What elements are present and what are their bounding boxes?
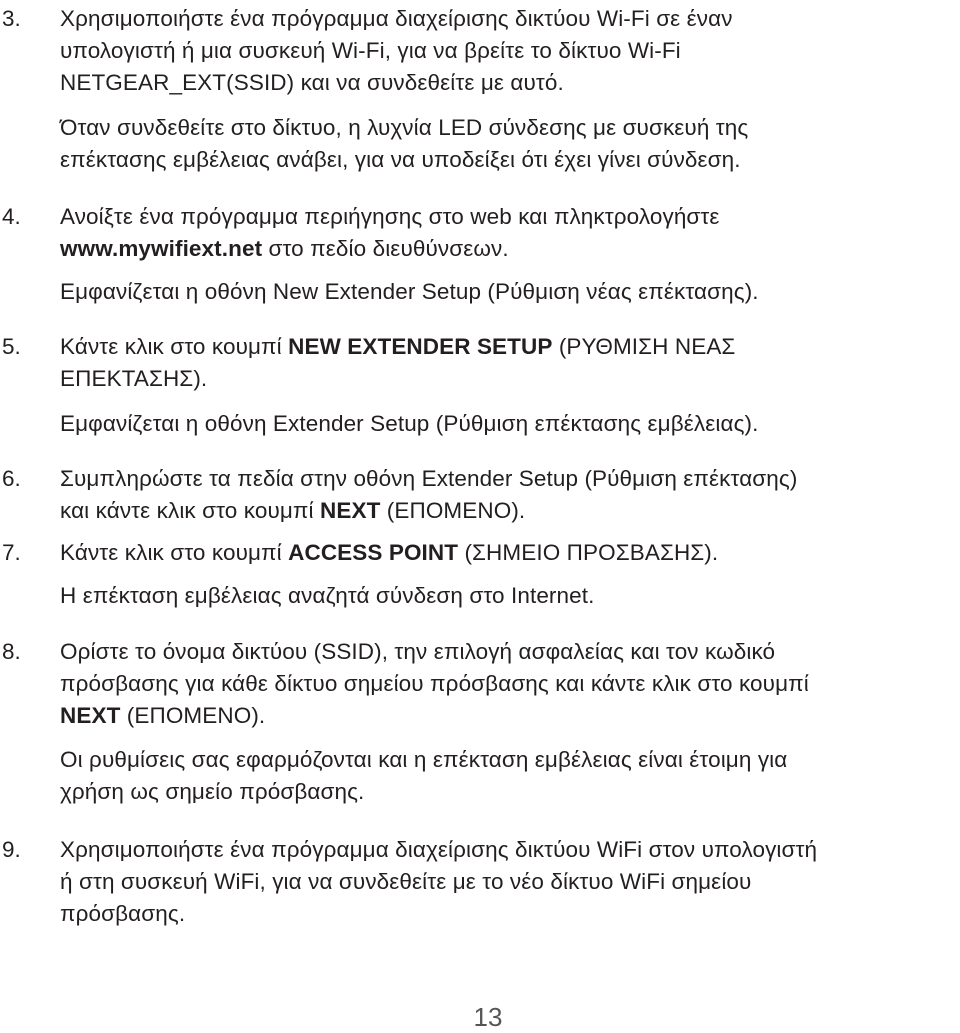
step-result: Εμφανίζεται η οθόνη New Extender Setup (Ρύθμιση νέας επέκτασης). (60, 279, 759, 304)
step-number: 5. (2, 334, 21, 359)
page-number: 13 (473, 1002, 503, 1032)
step-instruction: Χρησιμοποιήστε ένα πρόγραμμα διαχείρισης δικτύου WiFi στον υπολογιστή ή στη συσκευή WiFi, για να συνδεθείτε με το νέο δίκτυο WiFi σημείου πρόσβασης. (60, 837, 818, 926)
step-number: 4. (2, 204, 21, 229)
button-name: NEXT (60, 703, 121, 728)
step-instruction: Ορίστε το όνομα δικτύου (SSID), την επιλογή ασφαλείας και τον κωδικό πρόσβασης για κάθε δίκτυο σημείου πρόσβασης και κάντε κλικ στο κουμπί NEXT (ΕΠΟΜΕΝΟ). (60, 639, 809, 728)
step-result: Η επέκταση εμβέλειας αναζητά σύνδεση στο Internet. (60, 583, 595, 608)
step-number: 6. (2, 466, 21, 491)
step-number: 7. (2, 540, 21, 565)
url-text: www.mywifiext.net (60, 236, 263, 261)
step-instruction: Ανοίξτε ένα πρόγραμμα περιήγησης στο web και πληκτρολογήστε www.mywifiext.net στο πεδίο διευθύνσεων. (60, 204, 720, 261)
step-result: Οι ρυθμίσεις σας εφαρμόζονται και η επέκταση εμβέλειας είναι έτοιμη για χρήση ως σημείο πρόσβασης. (60, 747, 788, 804)
step-instruction: Κάντε κλικ στο κουμπί ACCESS POINT (ΣΗΜΕΙΟ ΠΡΟΣΒΑΣΗΣ). (60, 540, 719, 565)
step-result: Όταν συνδεθείτε στο δίκτυο, η λυχνία LED σύνδεσης με συσκευή της επέκτασης εμβέλειας ανάβει, για να υποδείξει ότι έχει γίνει σύνδεση. (60, 115, 749, 172)
step-number: 3. (2, 6, 21, 31)
step-instruction: Συμπληρώστε τα πεδία στην οθόνη Extender Setup (Ρύθμιση επέκτασης) και κάντε κλικ στο κουμπί NEXT (ΕΠΟΜΕΝΟ). (60, 466, 798, 523)
step-instruction: Χρησιμοποιήστε ένα πρόγραμμα διαχείρισης δικτύου Wi-Fi σε έναν υπολογιστή ή μια συσκευή Wi-Fi, για να βρείτε το δίκτυο Wi-Fi NETGEAR_EXT(SSID) και να συνδεθείτε με αυτό. (60, 6, 733, 95)
step-number: 9. (2, 837, 21, 862)
step-number: 8. (2, 639, 21, 664)
button-name: NEXT (320, 498, 381, 523)
button-name: ACCESS POINT (288, 540, 459, 565)
step-result: Εμφανίζεται η οθόνη Extender Setup (Ρύθμιση επέκτασης εμβέλειας). (60, 411, 759, 436)
step-instruction: Κάντε κλικ στο κουμπί NEW EXTENDER SETUP (ΡΥΘΜΙΣΗ ΝΕΑΣ ΕΠΕΚΤΑΣΗΣ). (60, 334, 736, 391)
button-name: NEW EXTENDER SETUP (288, 334, 553, 359)
